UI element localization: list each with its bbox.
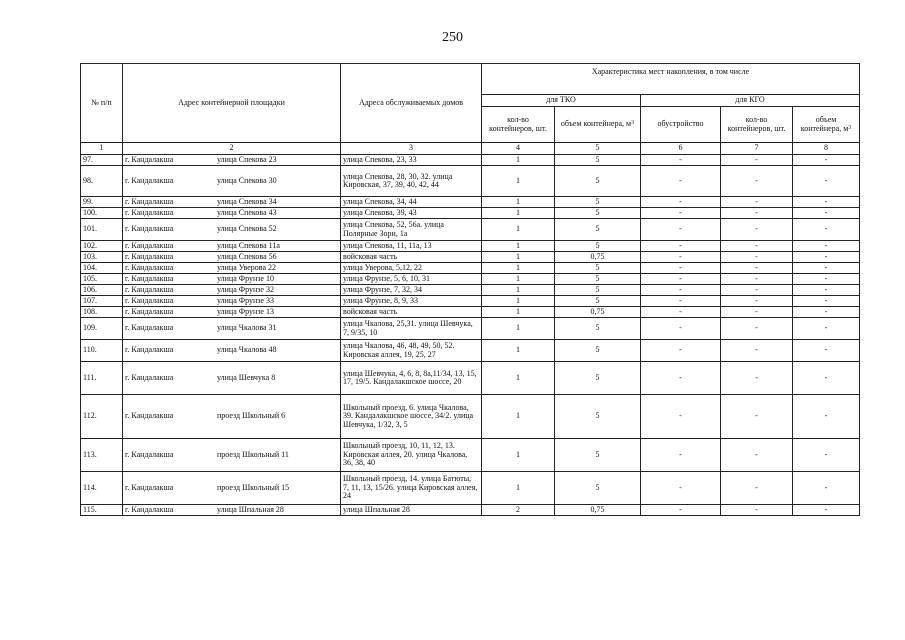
served-houses: Школьный проезд, 14. улица Батюты, 7, 11, 13, 15/26. улица Кировская аллея, 24 <box>341 472 482 505</box>
served-houses: Школьный проезд, 10, 11, 12, 13. Кировская аллея, 20. улица Чкалова, 36, 38, 40 <box>341 439 482 472</box>
site-city: г. Кандалакша <box>125 154 174 164</box>
site-street: проезд Школьный 11 <box>217 449 289 459</box>
tko-volume: 5 <box>555 296 641 307</box>
served-houses: улица Чкалова, 25,31. улица Шевчука, 7, 9/35, 10 <box>341 318 482 340</box>
tko-count: 1 <box>482 340 555 362</box>
kgo-setup: - <box>641 252 721 263</box>
column-number: 1 <box>81 143 123 155</box>
table-row <box>81 166 860 197</box>
served-houses: улица Шевчука, 4, 6, 8, 8а,11/34, 13, 15, 17, 19/5. Кандалакшское шоссе, 20 <box>341 362 482 395</box>
tko-count: 1 <box>482 166 555 197</box>
table-row <box>81 505 860 516</box>
kgo-volume: - <box>793 252 860 263</box>
kgo-volume: - <box>793 155 860 166</box>
row-number: 97. <box>81 155 123 166</box>
column-number-row <box>81 143 860 155</box>
kgo-setup: - <box>641 208 721 219</box>
served-houses: улица Спекова, 23, 33 <box>341 155 482 166</box>
tko-count: 1 <box>482 219 555 241</box>
kgo-count: - <box>721 219 793 241</box>
site-city: г. Кандалакша <box>125 372 174 382</box>
tko-volume: 5 <box>555 318 641 340</box>
tko-volume: 5 <box>555 208 641 219</box>
site-address <box>123 439 341 472</box>
header-tko-volume: объем контейнера, $м^3$ <box>555 107 641 143</box>
served-houses: улица Спекова, 52, 56а. улица Полярные Зори, 1а <box>341 219 482 241</box>
served-houses: улица Фрунзе, 8, 9, 33 <box>341 296 482 307</box>
row-number: 113. <box>81 439 123 472</box>
tko-count: 1 <box>482 472 555 505</box>
row-number: 103. <box>81 252 123 263</box>
tko-volume: 5 <box>555 285 641 296</box>
kgo-setup: - <box>641 439 721 472</box>
tko-count: 1 <box>482 307 555 318</box>
kgo-setup: - <box>641 285 721 296</box>
row-number: 115. <box>81 505 123 516</box>
tko-volume: 0,75 <box>555 252 641 263</box>
table-row <box>81 252 860 263</box>
site-city: г. Кандалакша <box>125 411 174 421</box>
row-number: 109. <box>81 318 123 340</box>
kgo-volume: - <box>793 219 860 241</box>
row-number: 102. <box>81 241 123 252</box>
table-row <box>81 439 860 472</box>
kgo-setup: - <box>641 263 721 274</box>
header-kgo-setup: обустройство <box>641 107 721 143</box>
site-street: проезд Школьный 6 <box>217 411 286 421</box>
tko-volume: 5 <box>555 219 641 241</box>
kgo-setup: - <box>641 166 721 197</box>
table-row <box>81 395 860 439</box>
row-number: 111. <box>81 362 123 395</box>
served-houses: улица Фрунзе, 5, 6, 10, 31 <box>341 274 482 285</box>
tko-volume: 5 <box>555 241 641 252</box>
site-address <box>123 285 341 296</box>
tko-count: 1 <box>482 285 555 296</box>
tko-volume: 5 <box>555 362 641 395</box>
column-number: 6 <box>641 143 721 155</box>
site-street: улица Спекова 34 <box>217 196 277 206</box>
site-address <box>123 208 341 219</box>
kgo-volume: - <box>793 307 860 318</box>
site-street: проезд Школьный 15 <box>217 482 290 492</box>
tko-volume: 0,75 <box>555 307 641 318</box>
row-number: 114. <box>81 472 123 505</box>
site-city: г. Кандалакша <box>125 323 174 333</box>
column-number: 8 <box>793 143 860 155</box>
table-body <box>81 155 860 516</box>
row-number: 106. <box>81 285 123 296</box>
table-row <box>81 208 860 219</box>
kgo-volume: - <box>793 285 860 296</box>
served-houses: войсковая часть <box>341 252 482 263</box>
kgo-setup: - <box>641 296 721 307</box>
header-kgo-volume: объем контейнера, $м^3$ <box>793 107 860 143</box>
header-num: № п/п <box>81 64 123 143</box>
kgo-setup: - <box>641 219 721 241</box>
site-address <box>123 505 341 516</box>
tko-volume: 5 <box>555 340 641 362</box>
kgo-count: - <box>721 472 793 505</box>
table-header <box>81 64 860 155</box>
site-address <box>123 318 341 340</box>
row-number: 98. <box>81 166 123 197</box>
site-city: г. Кандалакша <box>125 175 174 185</box>
site-street: улица Спекова 30 <box>217 175 277 185</box>
site-street: улица Спекова 43 <box>217 207 277 217</box>
tko-count: 1 <box>482 263 555 274</box>
site-address <box>123 395 341 439</box>
kgo-volume: - <box>793 197 860 208</box>
kgo-count: - <box>721 439 793 472</box>
site-street: улица Спекова 56 <box>217 251 277 261</box>
site-city: г. Кандалакша <box>125 284 174 294</box>
site-address <box>123 307 341 318</box>
kgo-count: - <box>721 318 793 340</box>
table-row <box>81 472 860 505</box>
kgo-setup: - <box>641 340 721 362</box>
served-houses: войсковая часть <box>341 307 482 318</box>
tko-count: 1 <box>482 439 555 472</box>
column-number: 5 <box>555 143 641 155</box>
kgo-setup: - <box>641 155 721 166</box>
row-number: 100. <box>81 208 123 219</box>
site-street: улица Чкалова 31 <box>217 323 277 333</box>
site-city: г. Кандалакша <box>125 295 174 305</box>
kgo-count: - <box>721 505 793 516</box>
served-houses: Школьный проезд, 6. улица Чкалова, 39. Кандалакшское шоссе, 34/2. улица Шевчука, 1/32, 3, 5 <box>341 395 482 439</box>
kgo-setup: - <box>641 307 721 318</box>
kgo-setup: - <box>641 241 721 252</box>
site-city: г. Кандалакша <box>125 482 174 492</box>
site-street: улица Спекова 11а <box>217 240 280 250</box>
site-city: г. Кандалакша <box>125 449 174 459</box>
site-city: г. Кандалакша <box>125 306 174 316</box>
tko-count: 1 <box>482 296 555 307</box>
kgo-count: - <box>721 285 793 296</box>
site-address <box>123 362 341 395</box>
tko-volume: 5 <box>555 472 641 505</box>
kgo-count: - <box>721 274 793 285</box>
tko-volume: 5 <box>555 274 641 285</box>
site-address <box>123 166 341 197</box>
page-number: 250 <box>442 30 463 45</box>
table-row <box>81 340 860 362</box>
column-number: 2 <box>123 143 341 155</box>
site-address <box>123 274 341 285</box>
kgo-count: - <box>721 307 793 318</box>
kgo-volume: - <box>793 395 860 439</box>
header-tko-count: кол-во контейнеров, шт. <box>482 107 555 143</box>
kgo-volume: - <box>793 274 860 285</box>
header-address: Адрес контейнерной площадки <box>123 64 341 143</box>
kgo-count: - <box>721 155 793 166</box>
kgo-setup: - <box>641 505 721 516</box>
site-address <box>123 219 341 241</box>
site-city: г. Кандалакша <box>125 196 174 206</box>
site-address <box>123 472 341 505</box>
row-number: 99. <box>81 197 123 208</box>
site-street: улица Фрунзе 10 <box>217 273 274 283</box>
kgo-count: - <box>721 263 793 274</box>
site-city: г. Кандалакша <box>125 251 174 261</box>
site-street: улица Уверова 22 <box>217 262 277 272</box>
row-number: 107. <box>81 296 123 307</box>
site-street: улица Фрунзе 33 <box>217 295 274 305</box>
kgo-count: - <box>721 296 793 307</box>
table-row <box>81 263 860 274</box>
table-row <box>81 219 860 241</box>
tko-volume: 0,75 <box>555 505 641 516</box>
kgo-count: - <box>721 252 793 263</box>
tko-count: 1 <box>482 252 555 263</box>
site-address <box>123 263 341 274</box>
kgo-volume: - <box>793 166 860 197</box>
tko-volume: 5 <box>555 166 641 197</box>
site-address <box>123 197 341 208</box>
site-city: г. Кандалакша <box>125 262 174 272</box>
served-houses: улица Уверова, 5,12, 22 <box>341 263 482 274</box>
table-row <box>81 296 860 307</box>
kgo-setup: - <box>641 197 721 208</box>
served-houses: улица Чкалова, 46, 48, 49, 50, 52. Кировская аллея, 19, 25, 27 <box>341 340 482 362</box>
kgo-setup: - <box>641 318 721 340</box>
kgo-volume: - <box>793 340 860 362</box>
tko-count: 2 <box>482 505 555 516</box>
site-street: улица Шпальная 28 <box>217 504 284 514</box>
site-address <box>123 241 341 252</box>
site-street: улица Шевчука 8 <box>217 372 276 382</box>
site-street: улица Фрунзе 13 <box>217 306 274 316</box>
site-street: улица Чкалова 48 <box>217 345 277 355</box>
kgo-count: - <box>721 395 793 439</box>
kgo-setup: - <box>641 395 721 439</box>
row-number: 112. <box>81 395 123 439</box>
site-city: г. Кандалакша <box>125 240 174 250</box>
site-address <box>123 296 341 307</box>
kgo-count: - <box>721 197 793 208</box>
site-city: г. Кандалакша <box>125 504 174 514</box>
site-street: улица Спекова 52 <box>217 224 277 234</box>
column-number: 4 <box>482 143 555 155</box>
tko-count: 1 <box>482 208 555 219</box>
tko-volume: 5 <box>555 155 641 166</box>
row-number: 110. <box>81 340 123 362</box>
site-address <box>123 340 341 362</box>
kgo-volume: - <box>793 505 860 516</box>
kgo-count: - <box>721 362 793 395</box>
table-row <box>81 318 860 340</box>
kgo-setup: - <box>641 274 721 285</box>
site-street: улица Фрунзе 32 <box>217 284 274 294</box>
site-street: улица Спекова 23 <box>217 154 277 164</box>
row-number: 105. <box>81 274 123 285</box>
table-row <box>81 285 860 296</box>
tko-volume: 5 <box>555 197 641 208</box>
header-characteristics: Характеристика мест накопления, в том числе <box>482 64 860 95</box>
kgo-setup: - <box>641 362 721 395</box>
table-row <box>81 241 860 252</box>
tko-count: 1 <box>482 241 555 252</box>
tko-count: 1 <box>482 197 555 208</box>
tko-volume: 5 <box>555 395 641 439</box>
site-address <box>123 155 341 166</box>
header-houses: Адреса обслуживаемых домов <box>341 64 482 143</box>
tko-count: 1 <box>482 395 555 439</box>
site-city: г. Кандалакша <box>125 207 174 217</box>
kgo-volume: - <box>793 439 860 472</box>
kgo-count: - <box>721 241 793 252</box>
header-kgo: для КГО <box>641 95 860 107</box>
column-number: 3 <box>341 143 482 155</box>
kgo-volume: - <box>793 362 860 395</box>
table-row <box>81 362 860 395</box>
tko-count: 1 <box>482 274 555 285</box>
kgo-volume: - <box>793 208 860 219</box>
kgo-volume: - <box>793 263 860 274</box>
kgo-setup: - <box>641 472 721 505</box>
table-row <box>81 274 860 285</box>
header-tko: для ТКО <box>482 95 641 107</box>
container-sites-table <box>80 63 860 516</box>
served-houses: улица Спекова, 11, 11а, 13 <box>341 241 482 252</box>
tko-count: 1 <box>482 318 555 340</box>
served-houses: улица Фрунзе, 7, 32, 34 <box>341 285 482 296</box>
served-houses: улица Спекова, 34, 44 <box>341 197 482 208</box>
tko-volume: 5 <box>555 439 641 472</box>
kgo-count: - <box>721 166 793 197</box>
kgo-volume: - <box>793 296 860 307</box>
tko-count: 1 <box>482 155 555 166</box>
header-kgo-count: кол-во контейнеров, шт. <box>721 107 793 143</box>
column-number: 7 <box>721 143 793 155</box>
row-number: 104. <box>81 263 123 274</box>
served-houses: улица Спекова, 39, 43 <box>341 208 482 219</box>
tko-count: 1 <box>482 362 555 395</box>
table-row <box>81 307 860 318</box>
served-houses: улица Шпальная 28 <box>341 505 482 516</box>
site-city: г. Кандалакша <box>125 345 174 355</box>
site-city: г. Кандалакша <box>125 273 174 283</box>
kgo-volume: - <box>793 472 860 505</box>
tko-volume: 5 <box>555 263 641 274</box>
table-row <box>81 197 860 208</box>
table-row <box>81 155 860 166</box>
served-houses: улица Спекова, 28, 30, 32. улица Кировская, 37, 39, 40, 42, 44 <box>341 166 482 197</box>
kgo-count: - <box>721 208 793 219</box>
site-city: г. Кандалакша <box>125 224 174 234</box>
kgo-volume: - <box>793 318 860 340</box>
kgo-count: - <box>721 340 793 362</box>
row-number: 108. <box>81 307 123 318</box>
kgo-volume: - <box>793 241 860 252</box>
site-address <box>123 252 341 263</box>
row-number: 101. <box>81 219 123 241</box>
